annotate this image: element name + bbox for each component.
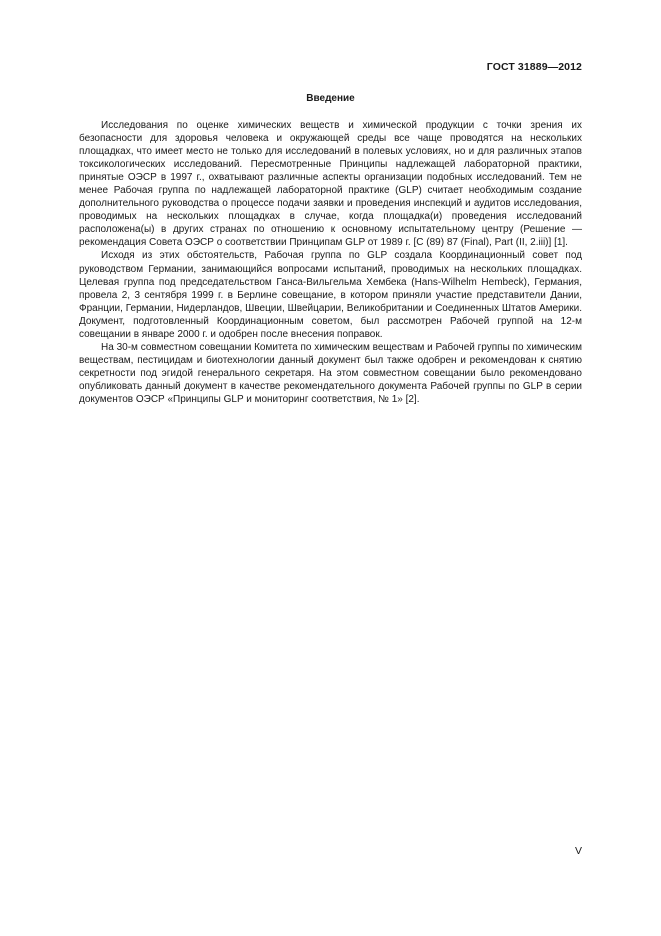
page-number: V (574, 845, 582, 857)
paragraph-2: Исходя из этих обстоятельств, Рабочая группа по GLP создала Координационный совет под руководством Германии, занимающийся вопросами испытаний, проводимых на нескольких площадках. Целевая группа под председательством Ганса-Вильгельма Хембека (Hans-Wilhelm Hembeck), Германия, провела 2, 3 сентября 1999 г. в Берлине совещание, в котором приняли участие представители Дании, Франции, Германии, Нидерландов, Швеции, Швейцарии, Великобритании и Соединенных Штатов Америки. Документ, подготовленный Координационным советом, был рассмотрен Рабочей группой на 12-м совещании в январе 2000 г. и одобрен после внесения поправок. (79, 250, 582, 340)
section-title: Введение (306, 93, 355, 104)
body-text (79, 119, 582, 406)
paragraph-1: Исследования по оценке химических веществ и химической продукции с точки зрения их безопасности для здоровья человека и окружающей среды все чаще проводятся на нескольких площадках, что имеет место не только для исследований в полевых условиях, но и для различных этапов токсикологических исследований. Пересмотренные Принципы надлежащей лабораторной практики, принятые ОЭСР в 1997 г., охватывают различные аспекты организации подобных исследований. Тем не менее Рабочая группа по надлежащей лабораторной практике (GLP) считает необходимым создание дополнительного руководства о процессе подачи заявки и проведения инспекций и аудитов исследования, проводимых на нескольких площадках в случае, когда площадка(и) проведения исследований расположена(ы) в других странах по отношению к основному испытательному центру (Решение — рекомендация Совета ОЭСР о соответствии Принципам GLP от 1989 г. [C (89) 87 (Final), Part (II, 2.iii)] [1]. (79, 120, 582, 249)
standard-code-header: ГОСТ 31889—2012 (486, 61, 582, 73)
paragraph-3: На 30-м совместном совещании Комитета по химическим веществам и Рабочей группы по химическим веществам, пестицидам и биотехнологии данный документ был также одобрен и рекомендован к снятию секретности под эгидой генерального секретаря. На этом совместном совещании было рекомендовано опубликовать данный документ в качестве рекомендательного документа Рабочей группы по GLP в серии документов ОЭСР «Принципы GLP и мониторинг соответствия, № 1» [2]. (79, 341, 582, 405)
